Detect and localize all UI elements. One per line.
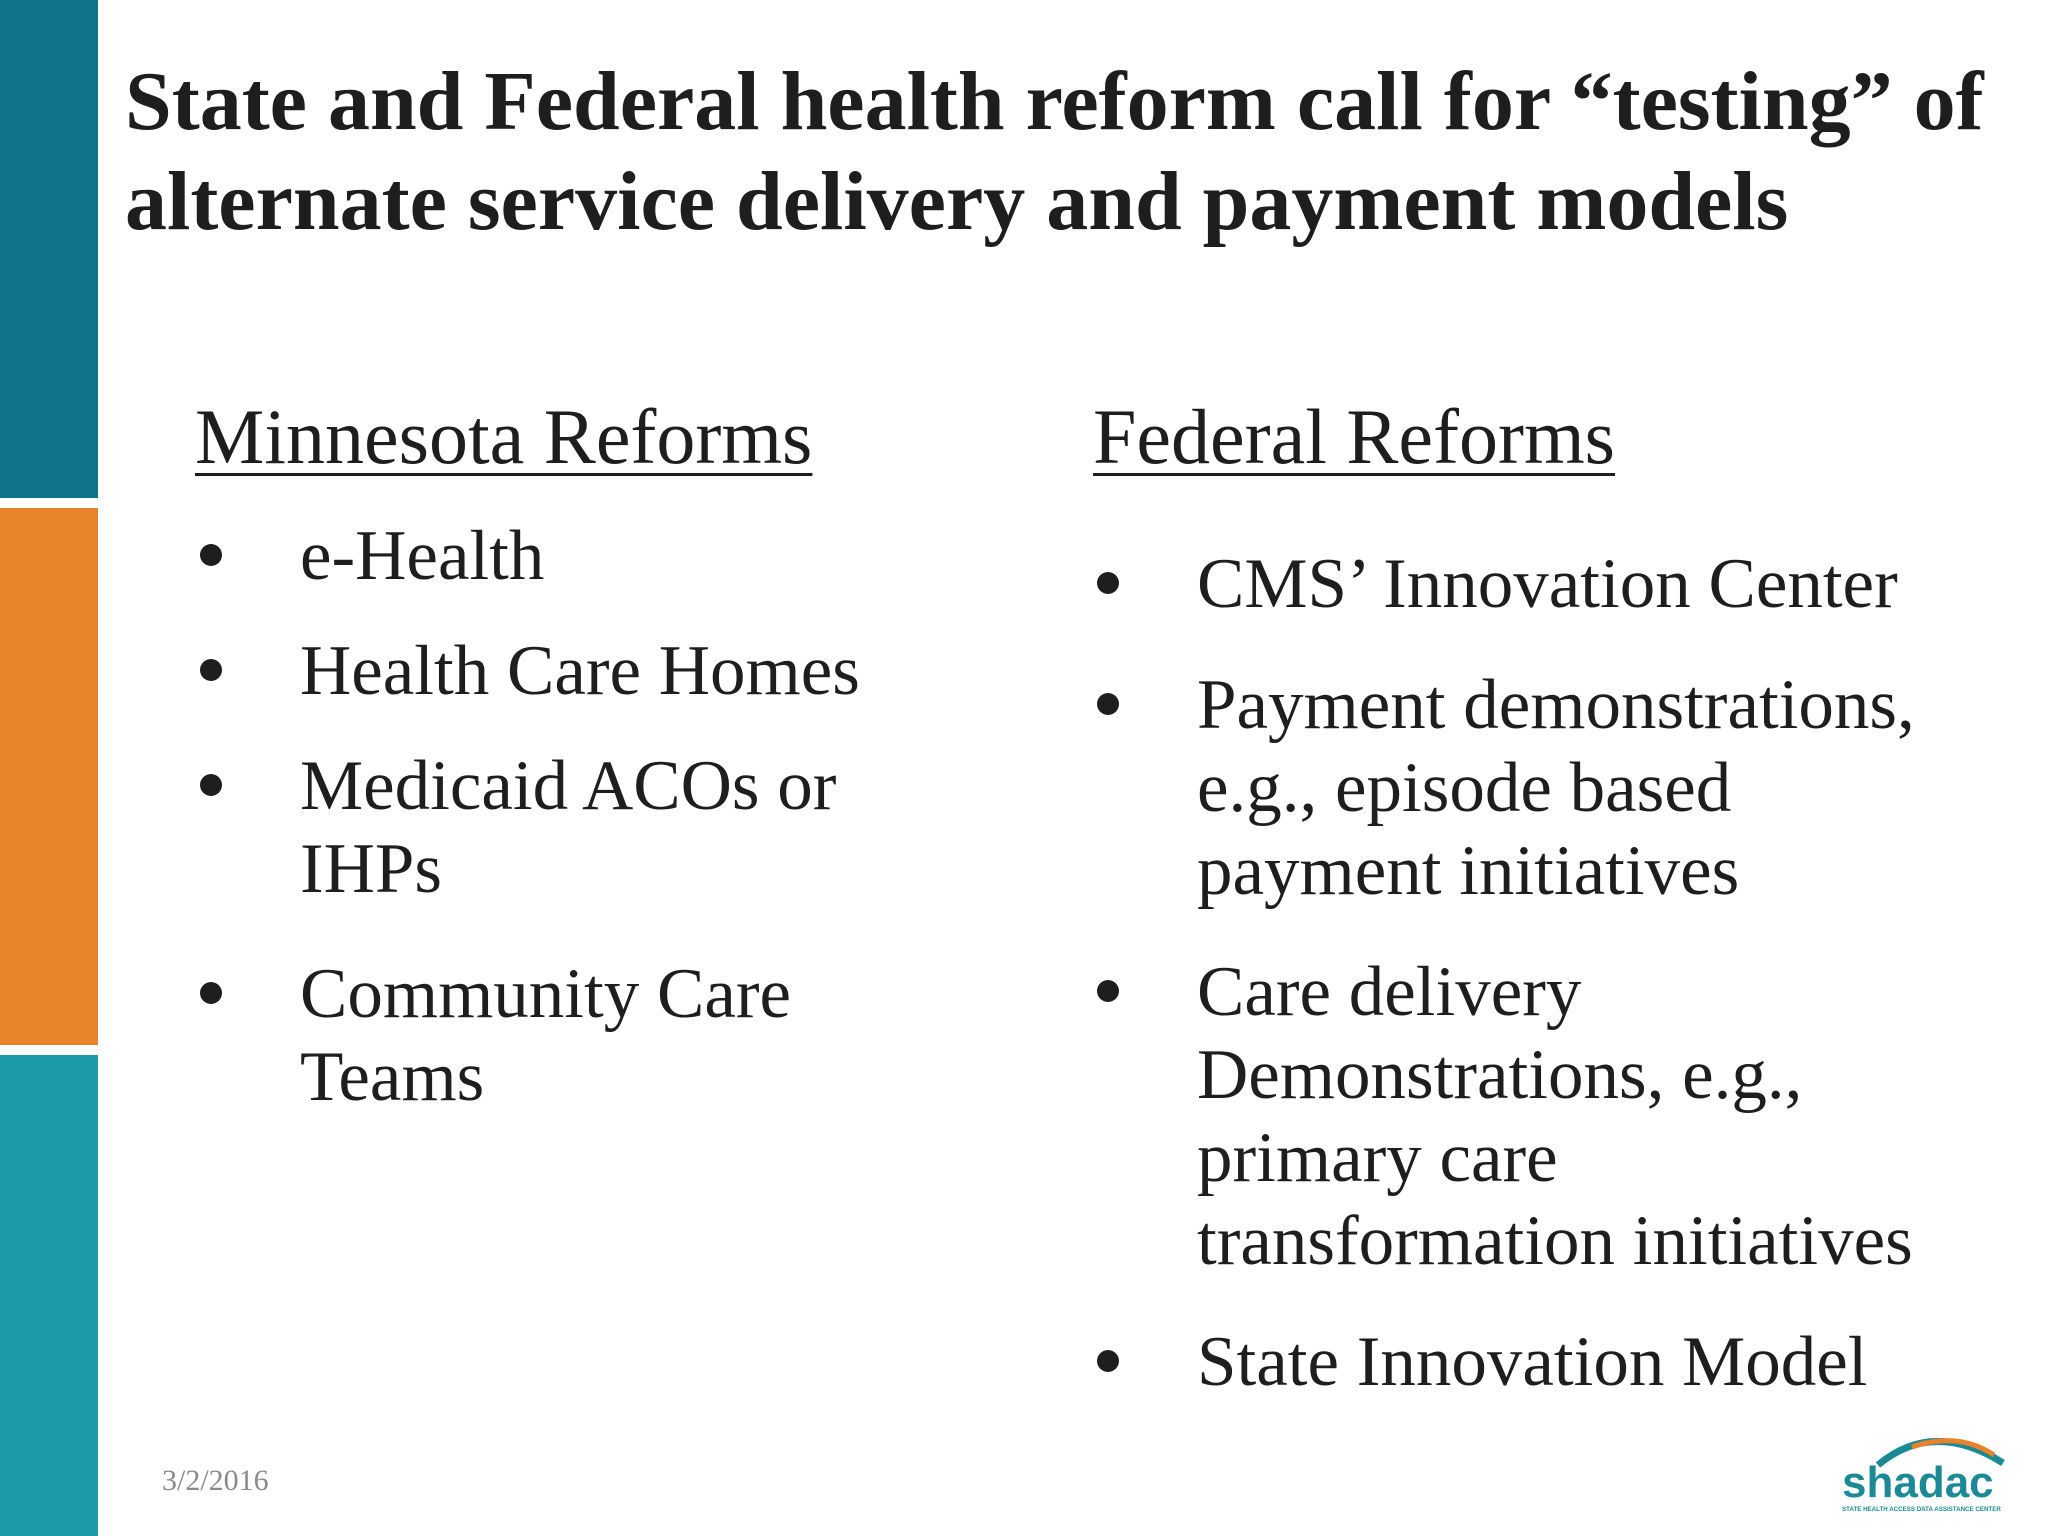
list-item-text: Health Care Homes	[300, 632, 860, 710]
bullet-icon	[200, 774, 222, 796]
list-item-text: Care delivery Demonstrations, e.g., primary care transformation initiatives	[1197, 953, 1913, 1280]
list-item-text: State Innovation Model	[1197, 1323, 1868, 1401]
list-item-text: CMS’ Innovation Center	[1197, 545, 1898, 623]
list-item	[196, 630, 976, 713]
shadac-logo	[1838, 1425, 2016, 1515]
bullet-icon	[200, 659, 222, 681]
list-item	[196, 515, 976, 598]
list-item	[1093, 1321, 1993, 1404]
side-bar-aqua-segment	[0, 1055, 98, 1536]
footer-date: 3/2/2016	[162, 1464, 269, 1497]
federal-reforms-heading: Federal Reforms	[1093, 393, 1616, 480]
logo-tagline: STATE HEALTH ACCESS DATA ASSISTANCE CENTER	[1842, 1506, 2001, 1513]
logo-wordmark: shadac	[1842, 1458, 1994, 1507]
list-item	[1093, 951, 1993, 1283]
bullet-icon	[200, 544, 222, 566]
bullet-icon	[200, 982, 222, 1004]
bullet-icon	[1097, 980, 1119, 1002]
side-color-bar	[0, 0, 98, 1536]
side-bar-teal-segment	[0, 0, 98, 498]
bullet-icon	[1097, 572, 1119, 594]
bullet-icon	[1097, 1350, 1119, 1372]
list-item-text: Payment demonstrations, e.g., episode based payment initiatives	[1197, 666, 1915, 910]
slide-title: State and Federal health reform call for “testing” of alternate service delivery and payment models	[125, 55, 1984, 248]
list-item-text: Community Care Teams	[300, 955, 792, 1116]
side-bar-orange-segment	[0, 508, 98, 1045]
list-item	[196, 745, 976, 911]
minnesota-reforms-heading: Minnesota Reforms	[195, 393, 813, 480]
bullet-icon	[1097, 693, 1119, 715]
minnesota-reforms-list	[196, 515, 976, 1151]
list-item	[1093, 664, 1993, 913]
list-item-text: Medicaid ACOs or IHPs	[300, 747, 837, 908]
list-item-text: e-Health	[300, 517, 545, 595]
list-item	[1093, 543, 1993, 626]
federal-reforms-list	[1093, 543, 1993, 1442]
list-item	[196, 953, 976, 1119]
